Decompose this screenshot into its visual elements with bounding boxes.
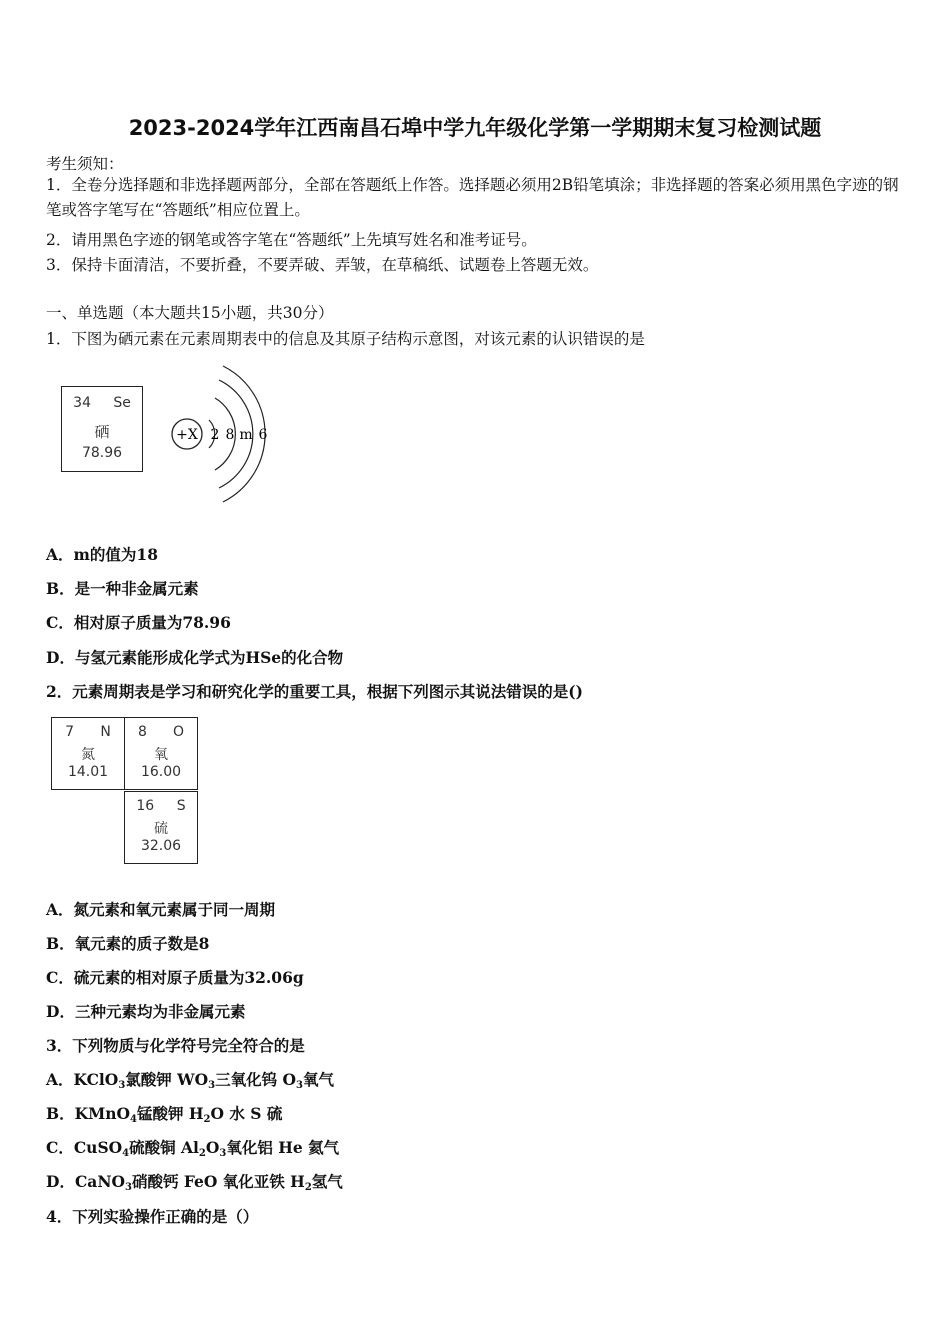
o-name: 氧 <box>154 747 168 763</box>
n-element-card <box>51 717 125 790</box>
n-name: 氮 <box>81 747 95 763</box>
section-heading: 一、单选题（本大题共15小题，共30分） <box>46 304 334 322</box>
s-symbol: S <box>176 798 186 814</box>
se-element-card <box>61 386 143 472</box>
notice-heading: 考生须知： <box>46 155 124 173</box>
n-symbol: N <box>100 724 111 740</box>
question-3-stem: 3．下列物质与化学符号完全符合的是 <box>46 1036 305 1055</box>
s-mass: 32.06 <box>140 838 182 854</box>
shell-2-electrons: 8 <box>225 427 235 443</box>
shell-3-electrons: m <box>239 427 253 443</box>
notice-item-1: 1．全卷分选择题和非选择题两部分，全部在答题纸上作答。选择题必须用2B铅笔填涂；非选择题的答案必须用黑色字迹的钢笔或答字笔写在“答题纸”相应位置上。 <box>46 176 899 219</box>
q2-option-a: A．氮元素和氧元素属于同一周期 <box>46 900 276 919</box>
q1-option-c: C．相对原子质量为78.96 <box>46 613 231 632</box>
se-name: 硒 <box>94 423 110 441</box>
q3-option-a: A．KClO$_3$氯酸钾 $WO_3$三氧化钨 $O_3$氧气 <box>46 1070 334 1091</box>
q2-option-c: C．硫元素的相对原子质量为32.06g <box>46 968 304 987</box>
question-4-stem: 4．下列实验操作正确的是（） <box>46 1207 259 1226</box>
o-atomic-number: 8 <box>138 724 147 740</box>
question-1-stem: 1．下图为硒元素在元素周期表中的信息及其原子结构示意图，对该元素的认识错误的是 <box>46 330 645 348</box>
o-mass: 16.00 <box>140 764 182 780</box>
q3-option-c: C．CuSO$_4$硫酸铜 $Al_2O_3$氧化铝 He 氦气 <box>46 1138 340 1159</box>
s-name: 硫 <box>154 821 168 837</box>
q3-option-d: D．CaNO$_3$硝酸钙 FeO 氧化亚铁 $H_2$氢气 <box>46 1172 343 1193</box>
nucleus-label: +X <box>176 427 198 443</box>
q2-option-d: D．三种元素均为非金属元素 <box>46 1002 246 1021</box>
notice-item-2: 2．请用黑色字迹的钢笔或答字笔在“答题纸”上先填写姓名和准考证号。 <box>46 231 537 249</box>
q3-option-b: B．KMnO$_4$锰酸钾 $H_2O$ 水 S 硫 <box>46 1104 283 1125</box>
page-title: 2023-2024学年江西南昌石埠中学九年级化学第一学期期末复习检测试题 <box>128 116 822 140</box>
q1-option-d: D．与氢元素能形成化学式为HSe的化合物 <box>46 648 344 667</box>
o-symbol: O <box>172 724 184 740</box>
q1-option-a: A．m的值为18 <box>46 545 158 564</box>
question-2-stem: 2．元素周期表是学习和研究化学的重要工具，根据下列图示其说法错误的是() <box>46 682 583 701</box>
o-element-card <box>124 717 198 790</box>
se-mass: 78.96 <box>81 445 123 461</box>
atomic-structure-diagram <box>165 362 275 507</box>
notice-item-3: 3．保持卡面清洁，不要折叠，不要弄破、弄皱，在草稿纸、试题卷上答题无效。 <box>46 256 599 274</box>
s-element-card <box>124 791 198 864</box>
shell-4-electrons: 6 <box>258 427 268 443</box>
n-mass: 14.01 <box>67 764 109 780</box>
n-atomic-number: 7 <box>65 724 75 740</box>
q2-option-b: B．氧元素的质子数是8 <box>46 934 210 953</box>
q1-option-b: B．是一种非金属元素 <box>46 579 199 598</box>
se-atomic-number: 34 <box>73 395 91 411</box>
s-atomic-number: 16 <box>136 798 155 814</box>
se-symbol: Se <box>113 395 131 411</box>
shell-1-electrons: 2 <box>210 427 220 443</box>
